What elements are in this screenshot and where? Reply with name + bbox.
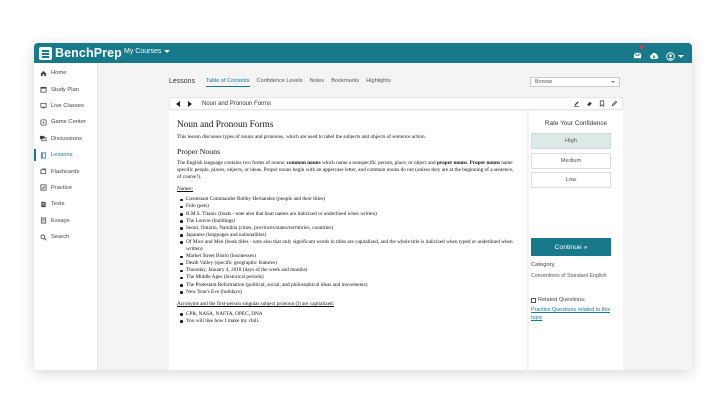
practice-icon	[39, 184, 47, 192]
main-content	[98, 63, 692, 370]
home-icon	[39, 69, 47, 77]
lesson-name: Noun and Pronoun Forms	[202, 100, 272, 107]
eraser-icon[interactable]	[586, 100, 593, 107]
names-label: Names:	[177, 186, 194, 193]
sidebar-item-discussions[interactable]	[34, 131, 97, 147]
list-item: The Protestant Reformation (political, social, and philosophical ideas and movements)	[180, 282, 518, 289]
sidebar-item-label: Essays	[51, 217, 70, 224]
confidence-panel	[529, 111, 623, 370]
sidebar-item-practice[interactable]	[34, 180, 97, 196]
lesson-intro: This lesson discusses types of nouns and pronouns, which are used to label the subjects and objects of sentence action.	[177, 134, 426, 140]
sidebar-item-search[interactable]	[34, 229, 97, 245]
sidebar-item-tests[interactable]	[34, 196, 97, 212]
list-item: Death Valley (specific geographic features)	[180, 260, 518, 267]
lesson-title: Noun and Pronoun Forms	[177, 120, 274, 130]
my-courses-menu[interactable]	[124, 48, 170, 55]
browse-select[interactable]	[530, 77, 620, 87]
flashcard-icon	[39, 168, 47, 176]
list-item: Market Street Bistro (businesses)	[180, 253, 518, 260]
sidebar	[34, 63, 98, 370]
bookmark-icon[interactable]	[599, 100, 605, 107]
chevron-down-icon	[611, 81, 615, 83]
list-item: Japanese (languages and nationalities)	[180, 232, 518, 239]
sidebar-item-study-plan[interactable]	[34, 81, 97, 97]
proper-nouns-paragraph: The English language contains two forms of nouns: common nouns which name a nonspecific person, place, or object and proper nouns. Proper nouns name specific people, places, objects, or ideas. Proper nouns begin with an uppercase letter, and common nouns do not (unless they are at the beginning of a sentence, of course!).	[177, 160, 514, 181]
notification-badge	[640, 45, 644, 49]
sidebar-item-label: Flashcards	[51, 168, 80, 175]
game-icon	[39, 118, 47, 126]
confidence-low-button[interactable]: Low	[531, 172, 611, 188]
acronyms-label: Acronyms and the first-person singular subject pronoun (I) are capitalized:	[177, 300, 335, 307]
confidence-medium-button[interactable]: Medium	[531, 153, 611, 169]
list-item: Thursday, January 4, 2018 (days of the week and months)	[180, 267, 518, 274]
essay-icon	[39, 217, 47, 225]
brand-name: BenchPrep	[55, 46, 122, 60]
book-icon	[39, 151, 47, 159]
my-courses-label: My Courses	[124, 48, 162, 55]
chat-icon	[39, 135, 47, 143]
calendar-icon	[39, 86, 47, 94]
sidebar-item-label: Search	[51, 234, 70, 241]
list-item: New Year's Eve (holidays)	[180, 289, 518, 296]
sidebar-item-label: Discussions	[51, 135, 82, 142]
logo-icon	[39, 47, 52, 60]
sidebar-item-label: Study Plan	[51, 86, 80, 93]
tab-confidence-levels[interactable]: Confidence Levels	[256, 78, 303, 84]
list-item: R.M.S. Titanic (boats - note also that boat names are italicized or underlined when written)	[180, 211, 518, 218]
category-label: Category	[531, 262, 555, 268]
top-bar	[34, 43, 692, 63]
sidebar-item-home[interactable]	[34, 65, 97, 81]
page-title: Lessons	[169, 78, 196, 85]
sidebar-item-label: Game Center	[51, 119, 86, 126]
related-questions-link[interactable]: Practice Questions related to this topic	[531, 307, 611, 321]
list-item: The Louvre (buildings)	[180, 218, 518, 225]
list-item: Fido (pets)	[180, 203, 518, 210]
list-item: The Middle Ages (historical periods)	[180, 274, 518, 281]
acronyms-list	[180, 311, 518, 325]
previous-lesson-icon[interactable]	[176, 101, 180, 107]
related-questions-icon	[531, 298, 536, 303]
tab-table-of-contents[interactable]: Table of Contents	[206, 78, 250, 87]
chevron-down-icon	[164, 50, 170, 53]
app-window	[34, 43, 692, 370]
category-value: Conventions of Standard English	[531, 273, 607, 279]
sidebar-item-live-classes[interactable]	[34, 98, 97, 114]
confidence-high-button[interactable]: High	[531, 133, 611, 149]
sidebar-item-label: Tests	[51, 201, 65, 208]
sidebar-item-label: Home	[51, 70, 67, 77]
test-icon	[39, 200, 47, 208]
related-questions-label: Related Questions:	[538, 297, 586, 303]
list-item: Seoul, Ontario, Namibia (cities, provinces/states/territories, countries)	[180, 225, 518, 232]
section-heading: Proper Nouns	[177, 147, 221, 157]
lesson-tabs	[206, 78, 398, 87]
sidebar-item-label: Live Classes	[51, 102, 84, 109]
brand-logo[interactable]	[39, 46, 122, 60]
chevron-down-icon	[678, 55, 684, 58]
sidebar-item-flashcards[interactable]	[34, 163, 97, 179]
related-questions-heading	[531, 297, 586, 303]
sidebar-item-label: Lessons	[51, 152, 73, 159]
lesson-toolbar	[169, 97, 623, 110]
list-item: CPR, NASA, NAFTA, OPEC, DNA	[180, 311, 518, 318]
lesson-document	[169, 111, 526, 370]
highlight-icon[interactable]	[573, 100, 580, 107]
browse-select-value: Browse	[535, 79, 553, 85]
tab-highlights[interactable]: Highlights	[366, 78, 391, 84]
sidebar-item-essays[interactable]	[34, 213, 97, 229]
sidebar-item-label: Practice	[51, 184, 72, 191]
list-item: You will like how I make my chili.	[180, 318, 518, 325]
tab-bookmarks[interactable]: Bookmarks	[331, 78, 360, 84]
names-list	[180, 196, 518, 295]
next-lesson-icon[interactable]	[188, 101, 192, 107]
sidebar-item-lessons[interactable]	[34, 147, 97, 163]
pencil-icon[interactable]	[611, 100, 618, 107]
tab-notes[interactable]: Notes	[309, 78, 325, 84]
confidence-title: Rate Your Confidence	[544, 120, 608, 127]
monitor-icon	[39, 102, 47, 110]
list-item: Of Mice and Men (book titles - note also that only significant words in titles are capitalized, and the whole title is italicized when typed or underlined when written)	[180, 239, 518, 253]
search-icon	[39, 233, 47, 241]
continue-button[interactable]: Continue »	[531, 238, 611, 256]
user-avatar-icon[interactable]	[666, 52, 684, 61]
list-item: Lieutenant Commander Bobby Hernandez (people and their titles)	[180, 196, 518, 203]
sidebar-item-game-center[interactable]	[34, 114, 97, 130]
